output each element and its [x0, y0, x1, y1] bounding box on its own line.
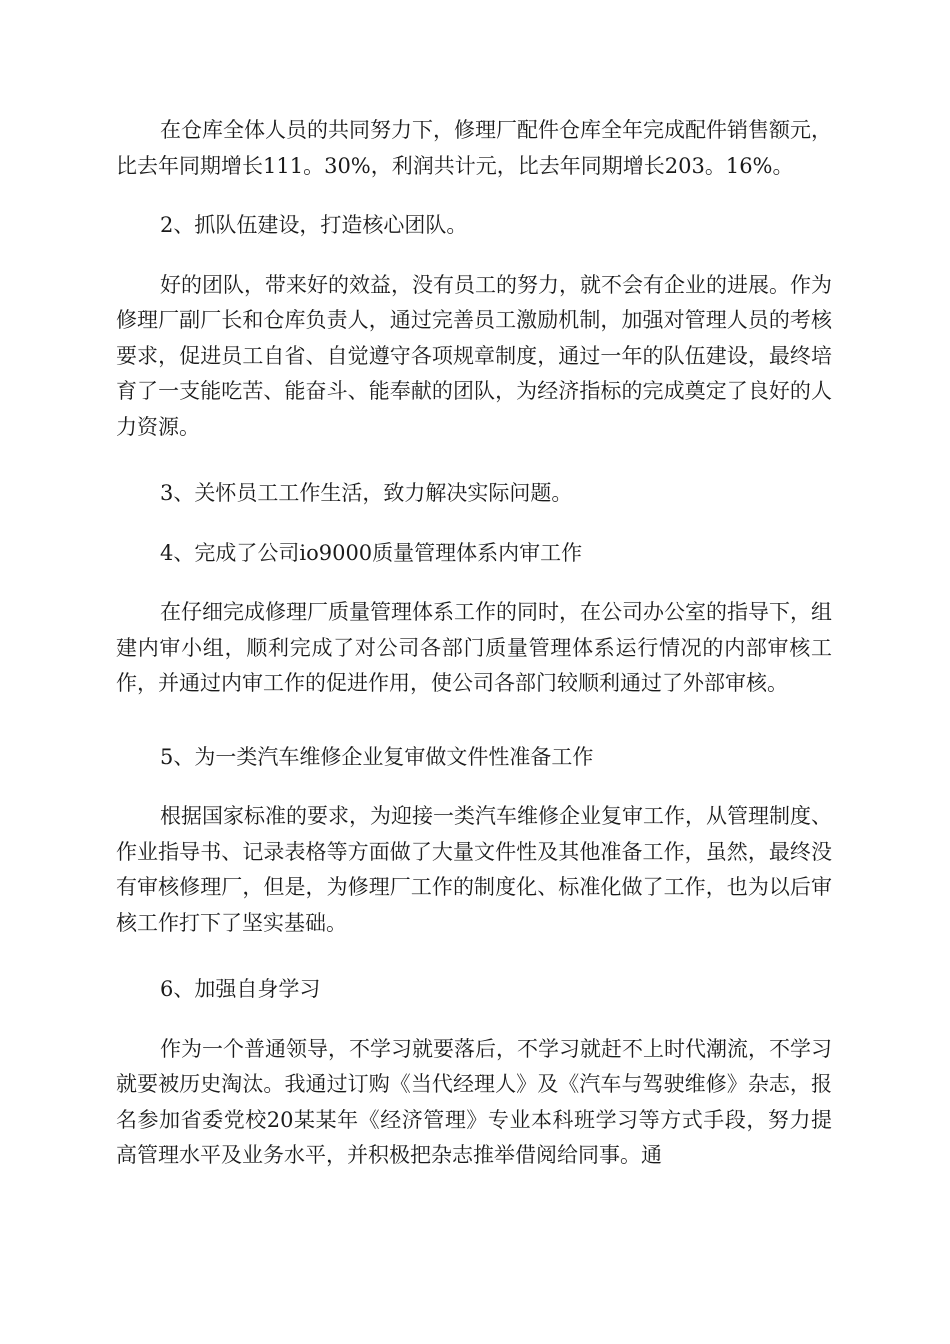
document-body	[116, 113, 832, 1174]
paragraph-sales-summary: 在仓库全体人员的共同努力下，修理厂配件仓库全年完成配件销售额元，比去年同期增长111。30%，利润共计元，比去年同期增长203。16%。	[116, 118, 832, 178]
paragraph-team-building: 好的团队，带来好的效益，没有员工的努力，就不会有企业的进展。作为修理厂副厂长和仓库负责人，通过完善员工激励机制，加强对管理人员的考核要求，促进员工自省、自觉遵守各项规章制度，通过一年的队伍建设，最终培育了一支能吃苦、能奋斗、能奉献的团队，为经济指标的完成奠定了良好的人力资源。	[116, 272, 832, 439]
heading-internal-audit: 4、完成了公司io9000质量管理体系内审工作	[160, 540, 583, 565]
paragraph-internal-audit: 在仔细完成修理厂质量管理体系工作的同时，在公司办公室的指导下，组建内审小组，顺利完成了对公司各部门质量管理体系运行情况的内部审核工作，并通过内审工作的促进作用，使公司各部门较顺利通过了外部审核。	[116, 600, 832, 695]
heading-employee-care: 3、关怀员工工作生活，致力解决实际问题。	[160, 481, 573, 505]
paragraph-review-preparation: 根据国家标准的要求，为迎接一类汽车维修企业复审工作，从管理制度、作业指导书、记录表格等方面做了大量文件性及其他准备工作，虽然，最终没有审核修理厂，但是，为修理厂工作的制度化、标准化做了工作，也为以后审核工作打下了坚实基础。	[116, 804, 832, 935]
paragraph-self-study: 作为一个普通领导，不学习就要落后，不学习就赶不上时代潮流，不学习就要被历史淘汰。我通过订购《当代经理人》及《汽车与驾驶维修》杂志，报名参加省委党校20某某年《经济管理》专业本科班学习等方式手段，努力提高管理水平及业务水平，并积极把杂志推举借阅给同事。通	[116, 1036, 832, 1167]
heading-review-preparation: 5、为一类汽车维修企业复审做文件性准备工作	[160, 744, 594, 769]
heading-team-building: 2、抓队伍建设，打造核心团队。	[160, 213, 468, 237]
heading-self-study: 6、加强自身学习	[160, 977, 321, 1001]
